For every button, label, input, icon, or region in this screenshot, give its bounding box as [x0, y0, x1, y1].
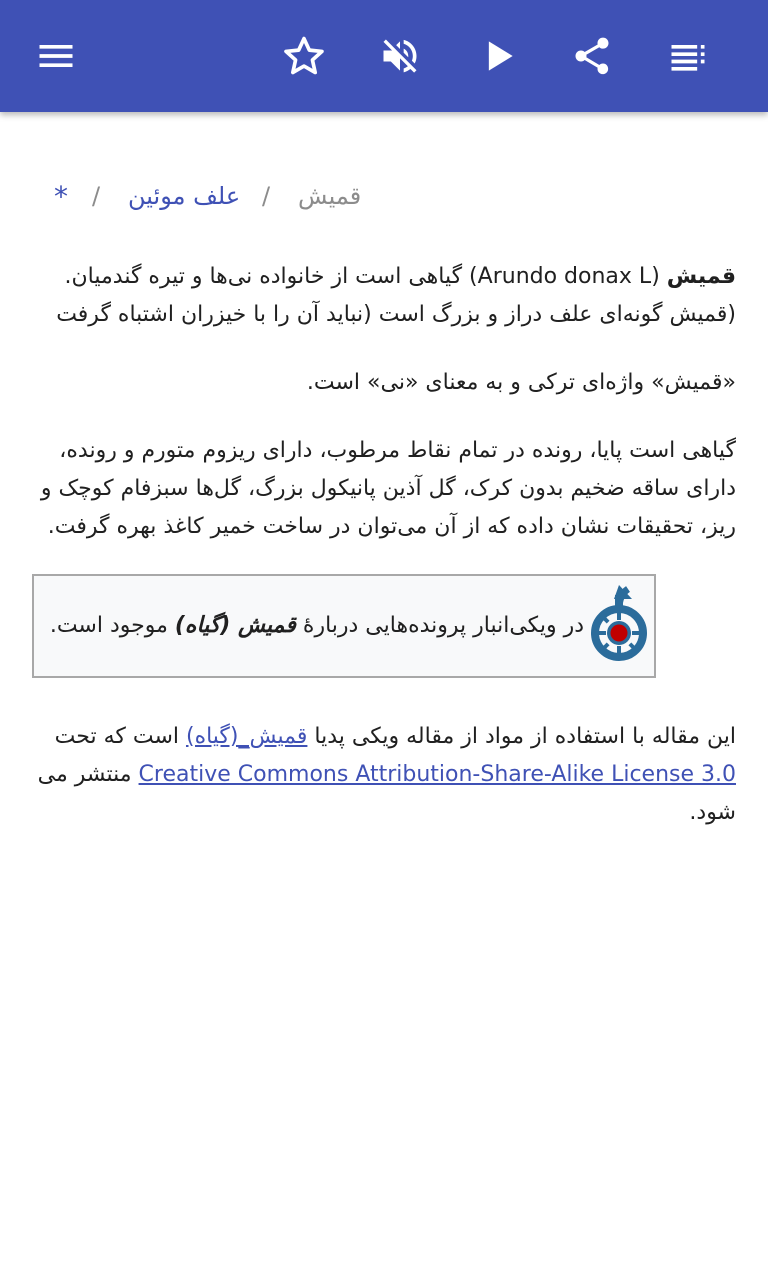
wikimedia-commons-icon: [588, 585, 650, 667]
star-icon: [282, 34, 326, 78]
breadcrumb: [32, 160, 736, 240]
commons-subject[interactable]: قمیش (گیاه): [174, 613, 296, 638]
paragraph-description: گیاهی است پایا، رونده در تمام نقاط مرطوب، دارای ریزوم متورم و رونده، دارای ساقه ضخیم بدون کرک، گل آذین پانیکول بزرگ، گل‌ها سبزفام کوچک و ریز، تحقیقات نشان داده که از آن می‌توان در ساخت خمیر کاغذ بهره گرفت.: [40, 438, 736, 539]
breadcrumb-separator: /: [92, 182, 101, 210]
article-subject: قمیش: [666, 264, 736, 289]
breadcrumb-parent[interactable]: علف موئین: [128, 182, 241, 210]
mute-button[interactable]: [370, 26, 430, 86]
paragraph-etymology: «قمیش» واژه‌ای ترکی و به معنای «نی» است.: [306, 370, 736, 395]
favorite-button[interactable]: [274, 26, 334, 86]
menu-icon: [34, 34, 78, 78]
source-article-link[interactable]: قمیش_(گیاه): [185, 724, 308, 749]
commons-text: در ویکی‌انبار پرونده‌هایی دربارهٔ قمیش (گیاه) موجود است.: [49, 613, 584, 638]
article-content: [32, 160, 736, 832]
breadcrumb-home[interactable]: *: [54, 180, 68, 213]
menu-button[interactable]: [26, 26, 86, 86]
app-bar: [0, 0, 768, 112]
play-button[interactable]: [468, 26, 528, 86]
playlist-icon: [666, 34, 710, 78]
share-button[interactable]: [562, 26, 622, 86]
volume-off-icon: [378, 34, 422, 78]
license-notice: این مقاله با استفاده از مواد از مقاله ویکی پدیا قمیش_(گیاه) است که تحت Creative Commons Attribution-Share-Alike License 3.0 منتشر می شود.: [37, 724, 736, 825]
intro-text: (Arundo donax L) گیاهی است از خانواده نی‌ها و تیره گندمیان. (قمیش گونه‌ای علف دراز و بزرگ است (نباید آن را با خیزران اشتباه گرفت: [56, 264, 736, 327]
breadcrumb-current: قمیش: [298, 182, 362, 210]
breadcrumb-separator: /: [262, 182, 271, 210]
commons-box: [32, 574, 656, 678]
share-icon: [570, 34, 614, 78]
license-link[interactable]: Creative Commons Attribution-Share-Alike License 3.0: [138, 762, 736, 787]
contents-button[interactable]: [658, 26, 718, 86]
play-icon: [476, 34, 520, 78]
paragraph-intro: [32, 258, 736, 334]
